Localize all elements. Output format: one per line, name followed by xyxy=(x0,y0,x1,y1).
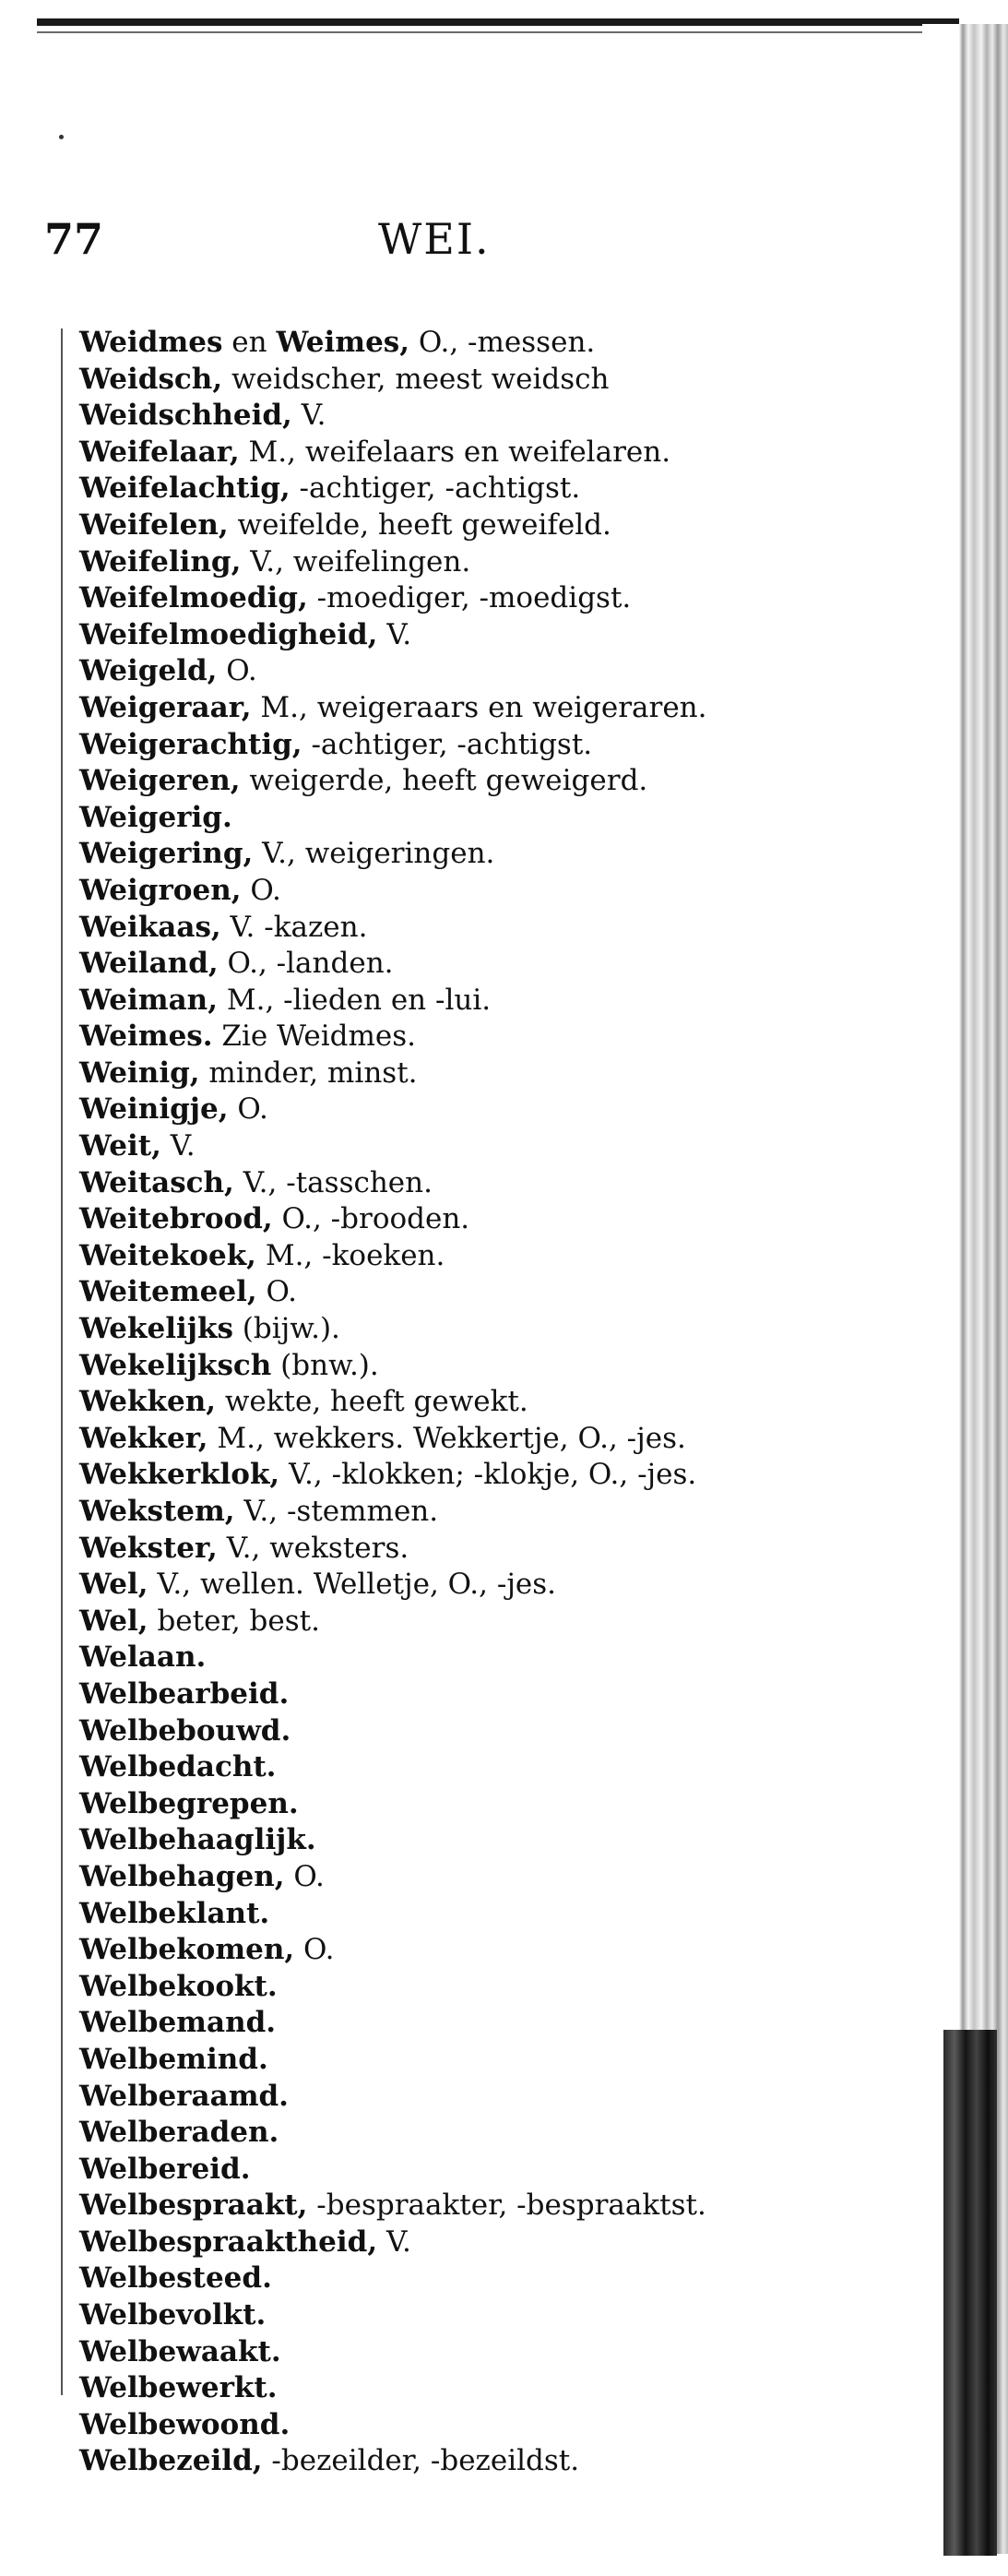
entry-headword: Wekstem, xyxy=(79,1495,235,1528)
entry-definition: V., wellen. Welletje, O., -jes. xyxy=(148,1568,557,1602)
dictionary-entry xyxy=(79,1713,891,1750)
entry-definition: -moediger, -moedigst. xyxy=(307,581,632,615)
entry-headword: Welbehaaglijk. xyxy=(79,1823,316,1857)
dictionary-entry xyxy=(79,1348,891,1385)
entry-definition: O. xyxy=(241,873,281,907)
dictionary-entry xyxy=(79,1786,891,1823)
dictionary-entry xyxy=(79,2042,891,2079)
entry-headword: Welbedacht. xyxy=(79,1750,277,1784)
entry-definition: -bespraakter, -bespraaktst. xyxy=(307,2188,706,2223)
entry-headword: Welbemand. xyxy=(79,2006,277,2040)
entry-definition: V., -klokken; -klokje, O., -jes. xyxy=(279,1458,697,1492)
entry-definition: (bnw.). xyxy=(271,1348,379,1382)
entry-headword: Welbearbeid. xyxy=(79,1676,290,1711)
dictionary-entry xyxy=(79,1091,891,1128)
dictionary-entry xyxy=(79,362,891,399)
entry-headword: Welbehagen, xyxy=(79,1859,285,1893)
dictionary-entry xyxy=(79,1676,891,1713)
entry-headword: Weitekoek, xyxy=(79,1238,256,1272)
dictionary-entry xyxy=(79,873,891,910)
dictionary-entry xyxy=(79,1384,891,1421)
dictionary-entry xyxy=(79,1019,891,1055)
entry-definition: -achtiger, -achtigst. xyxy=(290,471,581,506)
entry-definition: V., -tasschen. xyxy=(233,1165,433,1199)
entry-headword: Welbewoond. xyxy=(79,2407,291,2441)
entry-headword: Weinigje, xyxy=(79,1092,229,1127)
entry-headword: Welbereid. xyxy=(79,2152,251,2186)
entry-headword: Wel, xyxy=(79,1604,148,1638)
entry-definition: M., -lieden en -lui. xyxy=(218,983,492,1017)
entry-headword: Weifelaar, xyxy=(79,435,240,469)
dictionary-entry xyxy=(79,1311,891,1348)
entry-headword: Weigroen, xyxy=(79,873,242,907)
entry-headword: Welbevolkt. xyxy=(79,2298,267,2332)
dictionary-entry xyxy=(79,1822,891,1859)
dictionary-entry xyxy=(79,1457,891,1494)
entry-definition: O., -landen. xyxy=(218,947,394,981)
dictionary-entry xyxy=(79,727,891,764)
dictionary-entry xyxy=(79,1749,891,1786)
dictionary-entry xyxy=(79,1494,891,1531)
entry-headword: Weigerig. xyxy=(79,800,232,834)
entry-headword: Welbewaakt. xyxy=(79,2334,281,2368)
entry-headword: Weifelen, xyxy=(79,507,229,542)
entry-definition: -achtiger, -achtigst. xyxy=(302,727,593,761)
entry-headword: Weigeren, xyxy=(79,764,241,798)
dictionary-entry xyxy=(79,836,891,873)
entry-headword: Wekelijksch xyxy=(79,1348,272,1382)
entry-headword: Wekelijks xyxy=(79,1312,233,1346)
dictionary-entry xyxy=(79,471,891,507)
entry-definition: wekte, heeft gewekt. xyxy=(216,1385,528,1419)
dictionary-entry xyxy=(79,617,891,654)
entry-headword: Weifelmoedig, xyxy=(79,581,308,615)
entry-headword: Weidsch, xyxy=(79,362,223,396)
entry-headword: Welbebouwd. xyxy=(79,1713,291,1747)
entry-headword: Weiland, xyxy=(79,947,219,981)
margin-dot xyxy=(59,135,64,139)
entry-headword: Weifelmoedigheid, xyxy=(79,617,378,651)
entry-definition: O. xyxy=(294,1933,335,1967)
entry-headword: Weidmes xyxy=(79,326,223,359)
entry-headword: Weigerachtig, xyxy=(79,727,302,761)
entry-headword: Weigeraar, xyxy=(79,690,252,724)
top-rule xyxy=(37,18,959,26)
entry-headword: Welbekookt. xyxy=(79,1969,278,2003)
entry-definition: V., weksters. xyxy=(217,1531,409,1565)
entry-definition: Zie Weidmes. xyxy=(212,1020,417,1054)
dictionary-entry xyxy=(79,1238,891,1275)
dictionary-entry xyxy=(79,2297,891,2334)
dictionary-entry xyxy=(79,983,891,1020)
dictionary-entry xyxy=(79,2115,891,2152)
dictionary-entry xyxy=(79,2443,891,2480)
dictionary-entry xyxy=(79,2407,891,2444)
dictionary-entry xyxy=(79,544,891,581)
dictionary-entry xyxy=(79,2188,891,2224)
entry-headword: Welbewerkt. xyxy=(79,2371,278,2405)
entry-definition: V. xyxy=(377,2224,411,2259)
entry-definition: minder, minst. xyxy=(199,1055,418,1090)
entry-definition: V. xyxy=(377,617,412,651)
entry-definition: V. xyxy=(160,1129,196,1163)
dictionary-entry xyxy=(79,946,891,983)
entry-headword: Weigering, xyxy=(79,837,254,871)
entry-headword: Welberaden. xyxy=(79,2116,279,2150)
dictionary-entry xyxy=(79,800,891,837)
dictionary-entry xyxy=(79,1567,891,1604)
running-head: WEI. xyxy=(378,214,491,264)
entry-definition: M., wekkers. Wekkertje, O., -jes. xyxy=(208,1421,686,1455)
dictionary-entry xyxy=(79,2005,891,2042)
entry-definition: O. xyxy=(256,1275,297,1309)
entry-definition: weidscher, meest weidsch xyxy=(222,362,610,396)
entry-definition: O. xyxy=(228,1092,268,1127)
entry-definition-secondary: O., -messen. xyxy=(409,326,596,359)
entry-definition: V., -stemmen. xyxy=(234,1495,439,1528)
entry-definition: V. xyxy=(291,399,326,433)
entry-headword: Weinig, xyxy=(79,1055,200,1090)
dictionary-entry xyxy=(79,1859,891,1896)
entry-definition: O. xyxy=(217,654,257,688)
entry-headword: Welbesteed. xyxy=(79,2261,272,2296)
entry-headword: Welbeklant. xyxy=(79,1896,270,1930)
entry-headword: Wekkerklok, xyxy=(79,1458,280,1492)
dictionary-entry xyxy=(79,435,891,471)
dictionary-entry xyxy=(79,1932,891,1969)
entry-definition: M., weigeraars en weigeraren. xyxy=(251,690,707,724)
dictionary-entry xyxy=(79,1274,891,1311)
entry-definition: V. -kazen. xyxy=(220,910,368,944)
dictionary-entry xyxy=(79,2152,891,2188)
entry-headword: Wekker, xyxy=(79,1421,208,1455)
entry-definition: V., weifelingen. xyxy=(241,544,471,578)
dictionary-entry xyxy=(79,1165,891,1202)
dictionary-entry xyxy=(79,1421,891,1458)
entry-definition: (bijw.). xyxy=(232,1312,340,1346)
entry-headword: Wekken, xyxy=(79,1385,217,1419)
entry-definition: O., -brooden. xyxy=(272,1202,470,1236)
dictionary-entry xyxy=(79,580,891,617)
entry-definition: V., weigeringen. xyxy=(253,837,495,871)
entry-headword: Wekster, xyxy=(79,1531,218,1565)
dictionary-entry xyxy=(79,763,891,800)
entry-headword: Welbezeild, xyxy=(79,2444,263,2478)
column-rule xyxy=(61,328,63,2395)
dictionary-entry xyxy=(79,1201,891,1238)
entry-headword: Welaan. xyxy=(79,1640,207,1675)
dictionary-entry xyxy=(79,507,891,544)
entry-headword: Weifelachtig, xyxy=(79,471,291,506)
dictionary-entry xyxy=(79,690,891,727)
dictionary-entry xyxy=(79,1128,891,1165)
dictionary-entry xyxy=(79,1055,891,1092)
entry-definition: O. xyxy=(284,1859,325,1893)
entry-headword: Weitebrood, xyxy=(79,1202,273,1236)
dictionary-entry xyxy=(79,2224,891,2261)
entry-definition: M., -koeken. xyxy=(255,1238,445,1272)
entry-definition: M., weifelaars en weifelaren. xyxy=(239,435,671,469)
entry-definition: en xyxy=(222,326,277,359)
dictionary-entries xyxy=(79,325,891,2480)
dictionary-entry xyxy=(79,2334,891,2371)
dictionary-entry xyxy=(79,1969,891,2006)
top-rule-thin xyxy=(37,31,922,33)
entry-headword: Weiman, xyxy=(79,983,219,1017)
dictionary-entry xyxy=(79,325,891,362)
dictionary-entry xyxy=(79,653,891,690)
entry-definition: beter, best. xyxy=(148,1604,320,1638)
entry-headword-secondary: Weimes, xyxy=(276,326,410,359)
entry-headword: Weimes. xyxy=(79,1020,213,1054)
entry-definition: weigerde, heeft geweigerd. xyxy=(240,764,648,798)
dictionary-entry xyxy=(79,1640,891,1676)
dictionary-entry xyxy=(79,1896,891,1933)
dictionary-entry xyxy=(79,2370,891,2407)
page-number: 77 xyxy=(44,214,104,264)
dictionary-entry xyxy=(79,398,891,435)
entry-headword: Welbespraakt, xyxy=(79,2188,308,2223)
entry-definition: weifelde, heeft geweifeld. xyxy=(228,507,611,542)
entry-headword: Welbegrepen. xyxy=(79,1786,299,1820)
entry-headword: Welbespraaktheid, xyxy=(79,2224,378,2259)
entry-headword: Weidschheid, xyxy=(79,399,292,433)
entry-headword: Wel, xyxy=(79,1568,148,1602)
entry-headword: Weit, xyxy=(79,1129,161,1163)
dictionary-entry xyxy=(79,910,891,947)
dictionary-entry xyxy=(79,2260,891,2297)
entry-headword: Welberaamd. xyxy=(79,2079,289,2113)
dictionary-entry xyxy=(79,2079,891,2116)
entry-headword: Weitasch, xyxy=(79,1165,234,1199)
dictionary-entry xyxy=(79,1531,891,1568)
entry-headword: Welbemind. xyxy=(79,2042,268,2076)
entry-headword: Weigeld, xyxy=(79,654,218,688)
dictionary-entry xyxy=(79,1604,891,1640)
book-spine-dark-edge xyxy=(943,2030,997,2556)
entry-headword: Welbekomen, xyxy=(79,1933,295,1967)
entry-definition: -bezeilder, -bezeildst. xyxy=(262,2444,580,2478)
entry-headword: Weitemeel, xyxy=(79,1275,257,1309)
entry-headword: Weifeling, xyxy=(79,544,242,578)
entry-headword: Weikaas, xyxy=(79,910,221,944)
